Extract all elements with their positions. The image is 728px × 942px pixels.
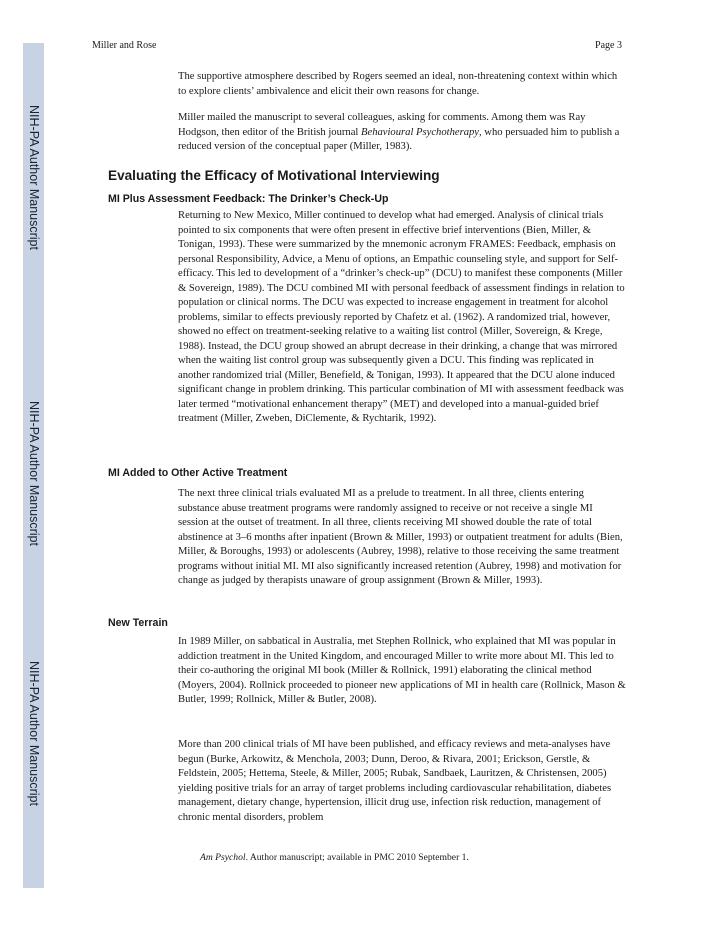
page-number: Page 3 — [595, 40, 622, 51]
footer-text: . Author manuscript; available in PMC 2010 September 1. — [245, 852, 469, 863]
subsection-heading: New Terrain — [108, 617, 168, 629]
running-header — [92, 40, 622, 51]
paragraph: The next three clinical trials evaluated MI as a prelude to treatment. In all three, clients entering substance abuse treatment programs were randomly assigned to receive or not receive a single MI session at the outset of treatment. In all three, clients receiving MI showed double the rate of total abstinence at 3–6 months after inpatient (Brown & Miller, 1993) or outpatient treatment for adults (Bien, Miller, & Boroughs, 1993) or adolescents (Aubrey, 1998), relative to those receiving the same treatment programs without initial MI. MI also significantly increased retention (Aubrey, 1998) and motivation for change as judged by therapists unaware of group assignment (Brown & Miller, 1993). — [178, 488, 623, 586]
paragraph: In 1989 Miller, on sabbatical in Australia, met Stephen Rollnick, who explained that MI was popular in addiction treatment in the United Kingdom, and encouraged Miller to write more about MI. This led to their co-authoring the original MI book (Miller & Rollnick, 1991) elaborating the clinical method (Moyers, 2004). Rollnick proceeded to pioneer new applications of MI in health care (Rollnick, Mason & Butler, 1999; Rollnick, Miller & Butler, 2008). — [178, 636, 626, 705]
paragraph: The supportive atmosphere described by Rogers seemed an ideal, non-threatening context within which to explore clients’ ambivalence and elicit their own reasons for change. — [178, 71, 618, 97]
paragraph — [178, 111, 626, 155]
sidebar-label: NIH-PA Author Manuscript — [27, 401, 41, 546]
journal-name: Behavioural Psychotherapy — [361, 126, 479, 138]
sidebar-label: NIH-PA Author Manuscript — [27, 661, 41, 806]
subsection-heading: MI Added to Other Active Treatment — [108, 467, 288, 479]
sidebar-label: NIH-PA Author Manuscript — [27, 105, 41, 250]
page-footer — [200, 852, 469, 863]
subsection-heading: MI Plus Assessment Feedback: The Drinker’s Check-Up — [108, 193, 389, 205]
paragraph: More than 200 clinical trials of MI have been published, and efficacy reviews and meta-analyses have begun (Burke, Arkowitz, & Menchola, 2003; Dunn, Deroo, & Rivara, 2001; Erickson, Gerstle, & Feldstein, 2005; Hettema, Steele, & Miller, 2005; Rubak, Sandbaek, Lauritzen, & Christensen, 2005) yielding positive trials for an array of target problems including cardiovascular rehabilitation, diabetes management, dietary change, hypertension, illicit drug use, infection risk reduction, management of chronic mental disorders, problem — [178, 739, 612, 823]
text-run: Miller mailed the manuscript to several colleagues, asking for comments. Among them was Ray Hodgson, then editor of the British journal — [178, 112, 586, 138]
footer-journal: Am Psychol — [200, 852, 246, 863]
text-run: , who persuaded him to publish a reduced version of the conceptual paper (Miller, 1983). — [178, 126, 620, 152]
header-authors: Miller and Rose — [92, 40, 157, 51]
nih-sidebar — [23, 43, 44, 888]
section-heading: Evaluating the Efficacy of Motivational Interviewing — [108, 168, 440, 183]
paragraph: Returning to New Mexico, Miller continued to develop what had emerged. Analysis of clinical trials pointed to six components that were often present in effective brief interventions (Bien, Miller, & Tonigan, 1993). These were summarized by the mnemonic acronym FRAMES: Feedback, emphasis on personal Responsibility, Advice, a Menu of options, an Empathic counseling style, and support for Self-efficacy. This led to development of a “drinker’s check-up” (DCU) to manifest these components (Miller & Sovereign, 1989). The DCU combined MI with personal feedback of assessment findings in relation to population or clinical norms. The DCU was expected to increase engagement in treatment for alcohol problems, similar to effects previously reported by Chafetz et al. (1962). A randomized trial, however, showed no effect on treatment-seeking relative to a waiting list control (Miller, Sovereign, & Krege, 1988). Instead, the DCU group showed an abrupt decrease in their drinking, a change that was mirrored when the waiting list control group was subsequently given a DCU. This finding was replicated in another randomized trial (Miller, Benefield, & Tonigan, 1993). It appeared that the DCU alone induced significant change in problem drinking. This particular combination of MI with assessment feedback was later termed “motivational enhancement therapy” (MET) and developed into a manual-guided brief treatment (Miller, Zweben, DiClemente, & Rychtarik, 1992). — [178, 210, 625, 424]
